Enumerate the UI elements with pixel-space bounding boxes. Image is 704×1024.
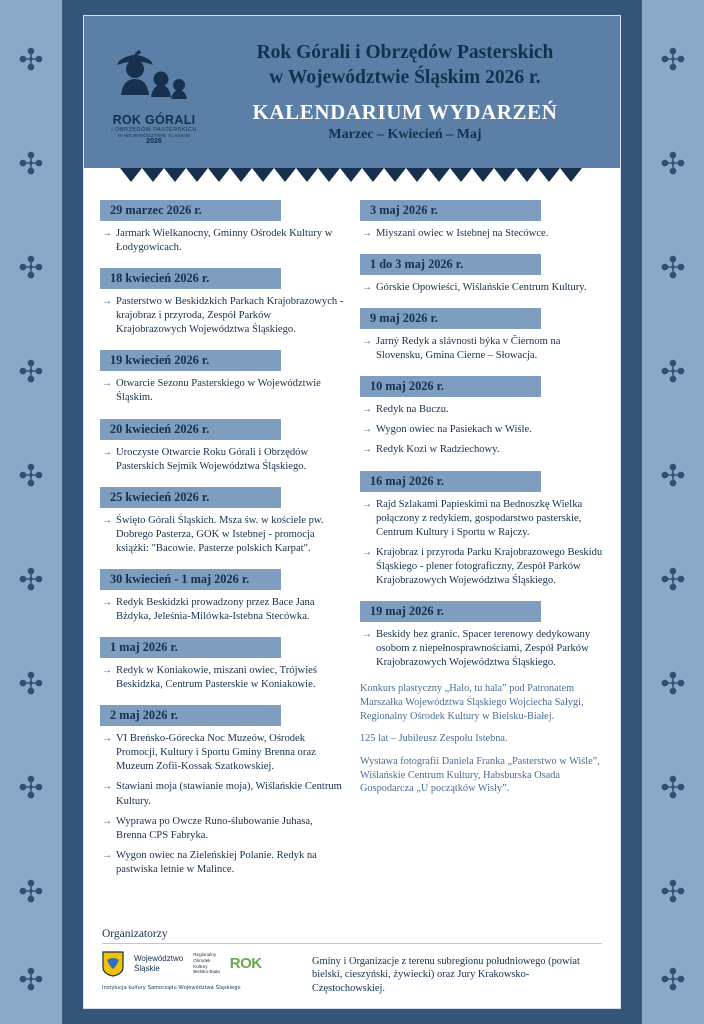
- event-item: [100, 227, 344, 255]
- date-heading: 16 maj 2026 r.: [360, 471, 541, 492]
- additional-notes: [360, 682, 604, 796]
- star-icon: ✣: [18, 356, 44, 389]
- decorative-band-right: [642, 0, 704, 1024]
- arrow-icon: →: [102, 514, 112, 526]
- poster-footer: [84, 928, 620, 1008]
- event-item: [100, 732, 344, 774]
- event-text: Krajobraz i przyroda Parku Krajobrazowego Beskidu Śląskiego - plener fotograficzny, Zespół Parków Krajobrazowych Województwa Śląskiego.: [376, 546, 603, 586]
- date-heading: 2 maj 2026 r.: [100, 705, 281, 726]
- star-icon: ✣: [660, 668, 686, 701]
- event-item: [100, 596, 344, 624]
- event-item: [360, 403, 604, 417]
- date-heading: 30 kwiecień - 1 maj 2026 r.: [100, 569, 281, 590]
- footer-divider: [102, 943, 602, 944]
- event-item: [100, 815, 344, 843]
- organizers-text: Gminy i Organizacje z terenu subregionu południowego (powiat bielski, cieszyński, żywiecki) oraz Jury Krakowsko-Częstochowskiej.: [312, 955, 580, 995]
- event-text: Pasterstwo w Beskidzkich Parkach Krajobrazowych - krajobraz i przyroda, Zespół Parków Krajobrazowych Województwa Śląskiego.: [116, 296, 344, 336]
- event-item: [100, 514, 344, 556]
- rok-logo: ROK: [229, 955, 262, 973]
- arrow-icon: →: [362, 424, 372, 436]
- poster-title-line-2: w Województwie Śląskim 2026 r.: [269, 67, 541, 88]
- date-heading: 1 do 3 maj 2026 r.: [360, 254, 541, 275]
- date-heading: 3 maj 2026 r.: [360, 200, 541, 221]
- voivodeship-line-2: Śląskie: [134, 963, 160, 973]
- date-heading: 9 maj 2026 r.: [360, 308, 541, 329]
- event-item: [360, 628, 604, 670]
- star-icon: ✣: [660, 148, 686, 181]
- institution-note: Instytucja kultury Samorządu Województwa Śląskiego: [102, 984, 241, 991]
- event-text: Uroczyste Otwarcie Roku Górali i Obrzędów Pasterskich Sejmik Województwa Śląskiego.: [116, 446, 309, 472]
- event-text: Otwarcie Sezonu Pasterskiego w Województwie Śląskim.: [116, 378, 321, 404]
- date-heading: 20 kwiecień 2026 r.: [100, 419, 281, 440]
- date-heading: 1 maj 2026 r.: [100, 637, 281, 658]
- logo-subtitle-2: W WOJEWÓDZTWIE ŚLĄSKIM: [117, 133, 191, 138]
- header-text-block: [210, 41, 606, 143]
- event-item: [100, 377, 344, 405]
- event-text: Jarný Redyk a slávnosti býka v Čiernom na Slovensku, Gmina Cierne – Słowacja.: [376, 336, 561, 362]
- star-icon: ✣: [18, 148, 44, 181]
- star-icon: ✣: [18, 964, 44, 997]
- event-item: [360, 281, 604, 295]
- poster-title-line-1: Rok Górali i Obrzędów Pasterskich: [256, 42, 554, 64]
- poster-months: Marzec – Kwiecień – Maj: [328, 126, 482, 142]
- event-text: Jarmark Wielkanocny, Gminny Ośrodek Kultury w Łodygowicach.: [116, 228, 333, 254]
- event-text: Święto Górali Śląskich. Msza św. w kościele pw. Dobrego Pasterza, GOK w Istebnej - promocja książki: "Bacowie. Pasterze polskich Karpat".: [116, 514, 324, 554]
- star-icon: ✣: [660, 252, 686, 285]
- event-text: Stawiani moja (stawianie moja), Wiślańskie Centrum Kultury.: [116, 781, 342, 807]
- note-text: 125 lat – Jubileusz Zespołu Istebna.: [360, 733, 508, 745]
- note-text: Konkurs plastyczny „Halo, tu hala” pod Patronatem Marszałka Województwa Śląskiego Wojciecha Sałygi, Regionalny Ośrodek Kultury w Bielsku-Białej.: [360, 683, 584, 722]
- event-text: Redyk na Buczu.: [376, 404, 449, 416]
- star-icon: ✣: [18, 460, 44, 493]
- star-icon: ✣: [660, 772, 686, 805]
- zigzag-divider: [84, 168, 620, 190]
- event-text: Miyszani owiec w Istebnej na Stecówce.: [376, 228, 549, 239]
- star-icon: ✣: [660, 460, 686, 493]
- date-heading: 29 marzec 2026 r.: [100, 200, 281, 221]
- star-icon: ✣: [660, 564, 686, 597]
- events-columns: [84, 190, 620, 883]
- event-item: [100, 780, 344, 808]
- rodk-line-2: Ośrodek: [193, 957, 211, 963]
- star-icon: ✣: [18, 44, 44, 77]
- star-icon: ✣: [18, 564, 44, 597]
- event-item: [360, 423, 604, 437]
- arrow-icon: →: [362, 444, 372, 456]
- star-icon: ✣: [660, 356, 686, 389]
- arrow-icon: →: [102, 815, 112, 827]
- arrow-icon: →: [102, 849, 112, 861]
- arrow-icon: →: [362, 629, 372, 641]
- arrow-icon: →: [102, 446, 112, 458]
- event-item: [360, 335, 604, 363]
- star-icon: ✣: [660, 876, 686, 909]
- event-item: [360, 227, 604, 241]
- date-heading: 19 maj 2026 r.: [360, 601, 541, 622]
- rodk-label: [193, 952, 220, 976]
- arrow-icon: →: [102, 378, 112, 390]
- voivodeship-line-1: Województwo: [134, 953, 184, 963]
- poster-sheet: [84, 16, 620, 1008]
- event-item: [100, 664, 344, 692]
- arrow-icon: →: [102, 781, 112, 793]
- star-icon: ✣: [18, 876, 44, 909]
- event-item: [100, 446, 344, 474]
- event-text: VI Breńsko-Górecka Noc Muzeów, Ośrodek Promocji, Kultury i Sportu Gminy Brenna oraz Muzeum Zofii-Kossak Szatkowskiej.: [116, 733, 316, 773]
- events-column-left: [100, 200, 344, 883]
- event-item: [100, 295, 344, 337]
- arrow-icon: →: [362, 498, 372, 510]
- event-item: [360, 498, 604, 540]
- arrow-icon: →: [362, 228, 372, 239]
- highlanders-illustration-icon: [98, 39, 210, 111]
- event-text: Górskie Opowieści, Wiślańskie Centrum Kultury.: [376, 282, 587, 294]
- date-heading: 19 kwiecień 2026 r.: [100, 350, 281, 371]
- event-text: Wyprawa po Owcze Runo-ślubowanie Juhasa, Brenna CPS Fabryka.: [116, 815, 313, 841]
- rodk-line-3: Kultury: [193, 963, 208, 969]
- event-text: Beskidy bez granic. Spacer terenowy dedykowany osobom z niepełnosprawnościami, Zespół Parków Krajobrazowych Województwa Śląskiego.: [376, 629, 591, 669]
- arrow-icon: →: [102, 228, 112, 239]
- arrow-icon: →: [362, 404, 372, 416]
- star-icon: ✣: [660, 44, 686, 77]
- star-icon: ✣: [660, 964, 686, 997]
- organizer-logos: [102, 951, 298, 991]
- rodk-line-1: Regionalny: [193, 951, 217, 957]
- decorative-band-left: [0, 0, 62, 1024]
- event-item: [360, 546, 604, 588]
- arrow-icon: →: [102, 296, 112, 308]
- arrow-icon: →: [102, 733, 112, 745]
- event-text: Redyk w Koniakowie, miszani owiec, Trójwieś Beskidzka, Centrum Pasterskie w Koniakowie.: [116, 665, 317, 691]
- star-icon: ✣: [18, 668, 44, 701]
- poster-subtitle: KALENDARIUM WYDARZEŃ: [252, 99, 558, 124]
- arrow-icon: →: [102, 665, 112, 677]
- date-heading: 10 maj 2026 r.: [360, 376, 541, 397]
- event-item: [100, 849, 344, 877]
- star-icon: ✣: [18, 772, 44, 805]
- event-text: Redyk Beskidzki prowadzony przez Bace Jana Bżdyka, Jeleśnia-Milówka-Istebna Stecówka.: [116, 596, 315, 623]
- event-item: [360, 443, 604, 457]
- note-text: Wystawa fotografii Daniela Franka „Pasterstwo w Wiśle”, Wiślańskie Centrum Kultury, Habsburska Osada Gospodarcza „U początków Wisły”.: [360, 756, 600, 795]
- organizers-title: Organizatorzy: [102, 927, 168, 940]
- coat-of-arms-icon: [102, 951, 124, 977]
- event-text: Rajd Szlakami Papieskimi na Bednoszkę Wielka połączony z redykiem, gospodarstwo pasterskie, Centrum Kultury i Sportu w Rajczy.: [376, 498, 583, 538]
- arrow-icon: →: [362, 336, 372, 348]
- logo-year: 2026: [146, 138, 162, 145]
- date-heading: 25 kwiecień 2026 r.: [100, 487, 281, 508]
- arrow-icon: →: [102, 596, 112, 608]
- logo-title: ROK GÓRALI: [112, 113, 196, 127]
- rodk-line-4: Bielsko-Biała: [193, 969, 220, 975]
- voivodeship-label: [134, 954, 183, 974]
- event-text: Wygon owiec na Pasiekach w Wiśle.: [376, 424, 532, 436]
- poster-header: [84, 16, 620, 168]
- arrow-icon: →: [362, 546, 372, 558]
- event-text: Redyk Kozi w Radziechowy.: [376, 444, 500, 456]
- event-logo: [98, 39, 210, 145]
- event-text: Wygon owiec na Zieleńskiej Polanie. Redyk na pastwiska letnie w Malince.: [116, 849, 317, 875]
- events-column-right: [360, 200, 604, 883]
- logo-subtitle-1: I OBRZĘDÓW PASTERSKICH: [111, 127, 197, 133]
- date-heading: 18 kwiecień 2026 r.: [100, 268, 281, 289]
- arrow-icon: →: [362, 282, 372, 294]
- star-icon: ✣: [18, 252, 44, 285]
